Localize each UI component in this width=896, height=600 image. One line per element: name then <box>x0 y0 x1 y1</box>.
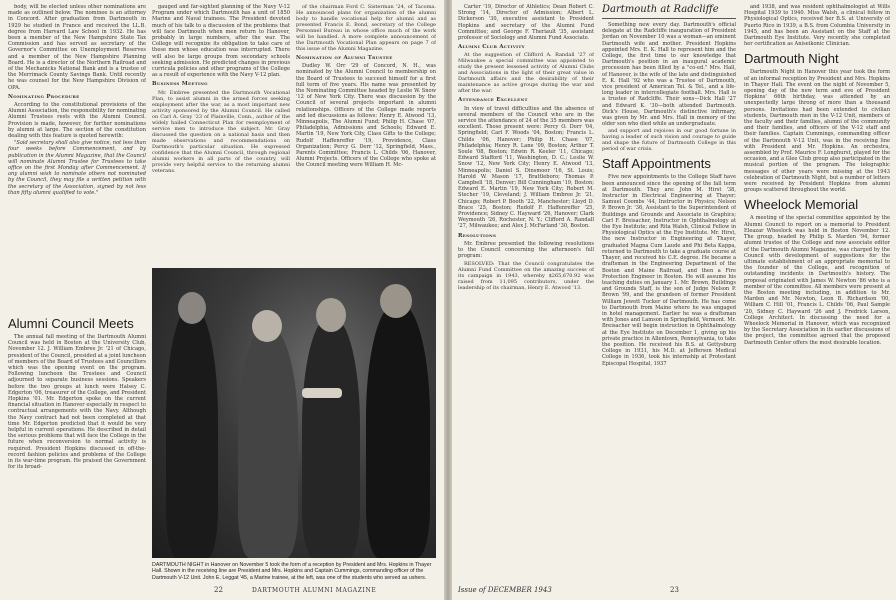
radcliffe-text: Something new every day. Dartmouth's official delegate at the Radcliffe inauguration of President Jordan on November 10 was a woman—an eminent Dartmouth wife and mother. President Hopkins appointed Mrs. E. K. Hall to represent him and the College, the first time to our knowledge that Dartmouth's position in an inaugural academic procession has been filled by a "co-ed." Mrs. Hall, of Hanover, is the wife of the late and distinguished E. K. Hall '92 who was a Trustee of Dartmouth, vice president of American Tel. & Tel., and a life-long leader in intercollegiate football. Mrs. Hall is a trustee of Radcliffe. Their sons—Dick Hall '27 and Edward K. '30—both attended Dartmouth. Dick's House, Dartmouth's distinctive infirmary, was given by Mr. and Mrs. Hall in memory of the older son who died while an undergraduate. <box>602 22 736 128</box>
nominating-text: According to the constitutional provisions of the Alumni Association, the responsibility for nominating Alumni Trustees rests with the Alumni Council. Provision is made, however, for further nominations by alumni at large. The section of the constitution dealing with this feature is quoted herewith: <box>8 102 146 140</box>
vocational-text: of the chairman Ford C. Sisterman '24, of Tacoma. He announced plans for organization of the alumni body to handle vocational help for alumni and as presented Francis E. Bond, secretary of the College Personnel Bureau in whose office much of the work will be handled. A more complete announcement of the Dartmouth Vocational Plan appears on page 7 of this issue of the Alumni Magazine. <box>296 4 436 52</box>
left-column-1-lower <box>8 312 146 592</box>
magazine-footer: DARTMOUTH ALUMNI MAGAZINE <box>252 587 377 594</box>
resolutions-heading: Resolutions <box>458 232 497 239</box>
running-head: Dartmouth at Radcliffe <box>602 4 719 15</box>
business-heading: Business Meeting <box>152 81 208 88</box>
left-column-1 <box>8 4 146 310</box>
right-page-number: 23 <box>670 586 679 594</box>
right-page <box>452 0 896 600</box>
right-column-3 <box>744 4 890 586</box>
left-page-number: 22 <box>214 586 223 594</box>
nominee-text: body, will be elected unless other nominations are made as outlined below. The nominee is an attorney in Concord. After graduation from Dartmouth in 1929 he studied in France and received the LL.B. degree from Harvard Law School in 1932. He has been a member of the New Hampshire State Tax Commission and has served as secretary of the Governor's Committee on Unemployment Reserves and a member of the New Hampshire Planning Board. He is a director of the Northern Railroad and of the Mechanicks National Bank and is a trustee of the Merrimack County Savings Bank. Until recently he was counsel for the New Hampshire Division of OPA. <box>8 4 146 91</box>
left-column-2 <box>152 4 290 264</box>
attendance-heading: Attendance Excellent <box>458 97 528 104</box>
wheelock-text: A meeting of the special committee appointed by the Alumni Council to report on a memorial to President Eleazar Wheelock was held in Boston November 12. The group, headed by Philip S. Marden '94, former alumni trustee of the College and now associate editor of the Dartmouth Alumni Magazine, was charged by the Council with development of suggestions for the ultimate establishment of an appropriate memorial to the founder of the College, and recognition of outstanding incidents in Dartmouth's history. The proposal originated with James W. Newton '86 who is a member of the committee. All members were present at the Boston meeting including, in addition to Mr. Marden and Mr. Newton, Leon B. Richardson '00, William C. Hill '01, Francis L. Childs '06, Paul Sample '20, Sidney C. Hayward '26 and J. Fredrick Larson, College Architect. In discussing the need for a Wheelock Memorial in Hanover, which was recognized by the Secretary Association in its earlier discussions of the project, the committee agreed that the proposed Dartmouth Center offers the most desirable location. <box>744 215 890 346</box>
navy-text: gauged and far-sighted planning of the Navy V-12 Program under which Dartmouth has a unit of 1850 Marine and Naval trainees. The President devoted much of his talk to a discussion of the problems that will face Dartmouth when men return to Hanover, probably in large numbers, after the war. The College will recognize its obligation to take care of these men whose education was interrupted. There will also be large groups from secondary schools seeking admission. He predicted changes in previous curricula policies and other programs of the College as a result of experience with the Navy V-12 plan. <box>152 4 290 79</box>
trustee-heading: Nomination of Alumni Trustee <box>296 55 393 61</box>
trustee-text: Dudley W. Orr '29 of Concord, N. H., was nominated by the Alumni Council to membership on the Board of Trustees to succeed himself for a first full term of five years. His name was presented by the Nominating Committee headed by Leslie W. Snow '12 of New York City. There was discussion by the Council of several projects important in alumni relationships. Officers of the College made reports and led discussions as follows: Henry E. Atwood '13, Minneapolis, The Alumni Fund; Philip H. Chase '07, Philadelphia, Admissions and Schools; Edward E. Martin '19, New York City, Class Gifts to the College; Rudolf Haffenreffer '19, Providence, Class Organization; Percy G. Derr '12, Springfield, Mass., Parents Committee; Francis L. Childs '06, Hanover, Alumni Projects. Officers of the College who spoke at the Council meeting were William H. Mc- <box>296 63 436 169</box>
attendance-text: In view of travel difficulties and the absence of several members of the Council who are in the service the attendance of 24 of the 35 members was excellent. Those present were: Percy O. Dorr '04, Springfield; Carl F. Woods '04, Boston; Francis L. Childs '06, Hanover; Philip H. Chase '07, Philadelphia; Henry R. Lane '09, Boston; Arthur T. Soule '08, Boston; Edwin R. Keeler '11, Chicago; Edward Stafford '11, Washington, D. C.; Leslie W. Snow '12, New York City; Henry E. Atwood '13, Minneapolis; Daniel S. Dinsmoor '16, St. Louis; Harold W. Mason '17, Brattleboro; Thomas P. Campbell '18, Denver; Bill Cunningham '19, Boston; Edward E. Martin '19, New York City; Robert M. Stecher '19, Cleveland; J. William Embree Jr. '21, Chicago; Robert P. Booth '22, Manchester; Lloyd D. Brace '25, Boston; Rudolf F. Haffenreffer '25, Providence; Sidney C. Hayward '26, Hanover; Clark Weymouth '26, Rochester, N. Y.; Clifford A. Randall '27, Milwaukee; and Alex J. McFarland '30, Boston. <box>458 105 594 230</box>
page-gutter <box>444 0 452 600</box>
nominating-heading: Nominating Procedure <box>8 93 80 100</box>
right-column-1 <box>458 4 594 586</box>
activity-text: At the suggestion of Clifford A. Randall '27 of Milwaukee a special committee was appointed to study the present lessened activity of Alumni Clubs and Associations in the light of their great value in Dartmouth affairs and the desirability of their maintenance as active groups during the war and after the war. <box>458 52 594 95</box>
officers-text: Carter '19, Director of Athletics; Dean Robert C. Strong '14, Director of Admission; Albert L. Dickerson '30, executive assistant to President Hopkins and secretary of the Alumni Fund Committee; and George F. Theriault '35, assistant professor of Sociology and Alumni Fund Associate. <box>458 4 594 42</box>
head-rule <box>602 18 736 19</box>
business-text: Mr. Embree presented the Dartmouth Vocational Plan, to assist alumni in the armed forces seeking employment after the war, as a most important new activity sponsored by the Alumni Council. He called on Carl A. Gray '23 of Plainville, Conn., author of the widely hailed Connecticut Plan for reemployment of service men to introduce the subject. Mr. Gray discussed the question on a national basis and then made observations and recommendations on Dartmouth's particular situation. He expressed confidence that the Alumni Council, through regional alumni workers in all parts of the country, will provide very helpful service to the returning alumni veterans. <box>152 89 290 174</box>
staff-heading: Staff Appointments <box>602 156 711 172</box>
radcliffe-text-2: and support and rejoices in our good fortune in having a leader of such vision and courage to guide and shape the future of Dartmouth College in this period of war crisis. <box>602 128 736 153</box>
wheelock-heading: Wheelock Memorial <box>744 197 859 213</box>
night-text: Dartmouth Night in Hanover this year took the form of an informal reception by President and Mrs. Hopkins in Thayer Hall. The event on the night of November 5, opening day of the new term and eve of President Hopkins' 66th birthday, was attended by an unexpectedly large throng of more than a thousand persons. Invitations had been extended to civilian students, Dartmouth men in the V-12 Unit, members of the faculty and their families, alumni of the community and their families, and officers of the V-12 staff and their families. Captain Cummings, commanding officer of the Dartmouth V-12 Unit, was in the receiving line with President and Mr. Hopkins. An orchestra, assembled by Prof. Maurice F. Longhurst, played for the occasion, and a Glee Club group also participated in the musical portion of the program. The telegraphic messages of other years were missing at the 1943 celebration of Dartmouth Night, but a number of letters were received by President Hopkins from alumni groups scattered throughout the world. <box>744 69 890 194</box>
resolutions-text: Mr. Embree presented the following resolutions to the Council concerning the afternoon's full program: <box>458 240 594 260</box>
photo-caption: DARTMOUTH NIGHT in Hanover on November 5 took the form of a reception by President and Mrs. Hopkins in Thayer Hall. Shown in the receiving line are President and Mrs. Hopkins and Captain Cummings, commanding officer of the Dartmouth V-12 Unit. John E. Leggat '45, a Marine trainee, at the left, was one of the students who served as ushers. <box>152 562 432 581</box>
staff-text: Five new appointments to the College Staff have been announced since the opening of the fall term at Dartmouth. They are: John M. Hirst '38, Instructor in Electrical Engineering at Thayer; Samuel Coombs '44, Instructor in Physics; Nelson P. Brown Jr. '36, Assistant to the Superintendent of Buildings and Grounds and Associate in Graphics; Carl F. Breisacher, Instructor in Ophthalmology at the Eye Institute; and Rita Walsh, Clinical Fellow in Physiological Optics at the Eye Institute. Mr. Hirst, the new Instructor in Engineering at Thayer, graduated Magna Cum Laude and Phi Beta Kappa, returned to Dartmouth to take a graduate course at Thayer, and received his C.E. degree. He became a draftsman in the Engineering Department of the Boston and Maine Railroad, and then a Fire Protection Engineer in Boston. He will assume his teaching duties on January 1. Mr. Brown, Buildings and Grounds Staff, is the son of Judge Nelson P. Brown '99, and the grandson of former President William Jewett Tucker of Dartmouth. He has come to Dartmouth from Maine where he was engaged in hotel management. Earlier he was a draftsman with Jones and Lamson in Springfield, Vermont. Mr. Breisacher will begin instruction in Ophthalmology at the Eye Institute on December 1, giving up his private practice in Allentown, Pennsylvania, to take the position. He received his B.S. at Gettysburg College in 1931, his M.D. at Jefferson Medical College in 1936, took his internship at Protestant Episcopal Hospital, 1937 <box>602 174 736 367</box>
issue-label: Issue of DECEMBER 1943 <box>458 586 552 594</box>
activity-heading: Alumni Club Activity <box>458 44 525 51</box>
reception-photo <box>152 268 436 558</box>
left-page <box>0 0 444 600</box>
council-heading: Alumni Council Meets <box>8 316 134 331</box>
walsh-text: and 1938, and was resident ophthalmologist at Wills Hospital 1939 to 1940. Miss Walsh, a clinical fellow in Physiological Optics, received her B.S. at University of Puerto Rico in 1939, a B.S. from Columbia University in 1945, and has been an Assistant on the Staff at the Dartmouth Eye Institute. Very recently she completed her certification as Aniseikonic Clinician. <box>744 4 890 48</box>
constitution-quote: "Said secretary shall also give notice, not less than four weeks before Commencement, and by publication in the Alumni Magazine, that the Council will nominate Alumni Trustee for Trustees to take office on the first Monday after Commencement. If any alumni wish to nominate others not nominated by the Council, they may file a written petition with the secretary of the Association, signed by not less than fifty alumni qualified to vote." <box>8 140 146 196</box>
right-column-2 <box>602 22 736 586</box>
left-column-3 <box>296 4 436 264</box>
council-text: The annual fall meeting of the Dartmouth Alumni Council was held in Boston at the University Club, November 12. J. William Embree Jr. '21 of Chicago, president of the Council, presided at a joint luncheon of members of the Board of Trustees and Councillors which was the opening event on the program. Following luncheon the Trustees and Council adjourned to separate business sessions. Speakers before the two groups at lunch were Halsey C. Edgerton '06, treasurer of the College, and President Hopkins '01. Mr. Edgerton spoke on the current financial situation in Hanover especially in respect to contractual arrangements with the Navy. Although the Navy contract had not been completed at that time Mr. Edgerton predicted that it would be very helpful in current operations. He described in detail the serious problems that will face the College in the future when reconversion to normal activity is required. President Hopkins discussed in off-the-record fashion policies and problems of the College in its war-time program. He praised the Government for its broad- <box>8 334 146 471</box>
resolved-text: RESOLVED: That the Council congratulates the Alumni Fund Committee on the amazing success of its campaign in 1943, whereby $265,670.92 was raised from 11,095 contributors, under the leadership of its chairman, Henry E. Atwood '13. <box>458 260 594 291</box>
night-heading: Dartmouth Night <box>744 51 839 67</box>
